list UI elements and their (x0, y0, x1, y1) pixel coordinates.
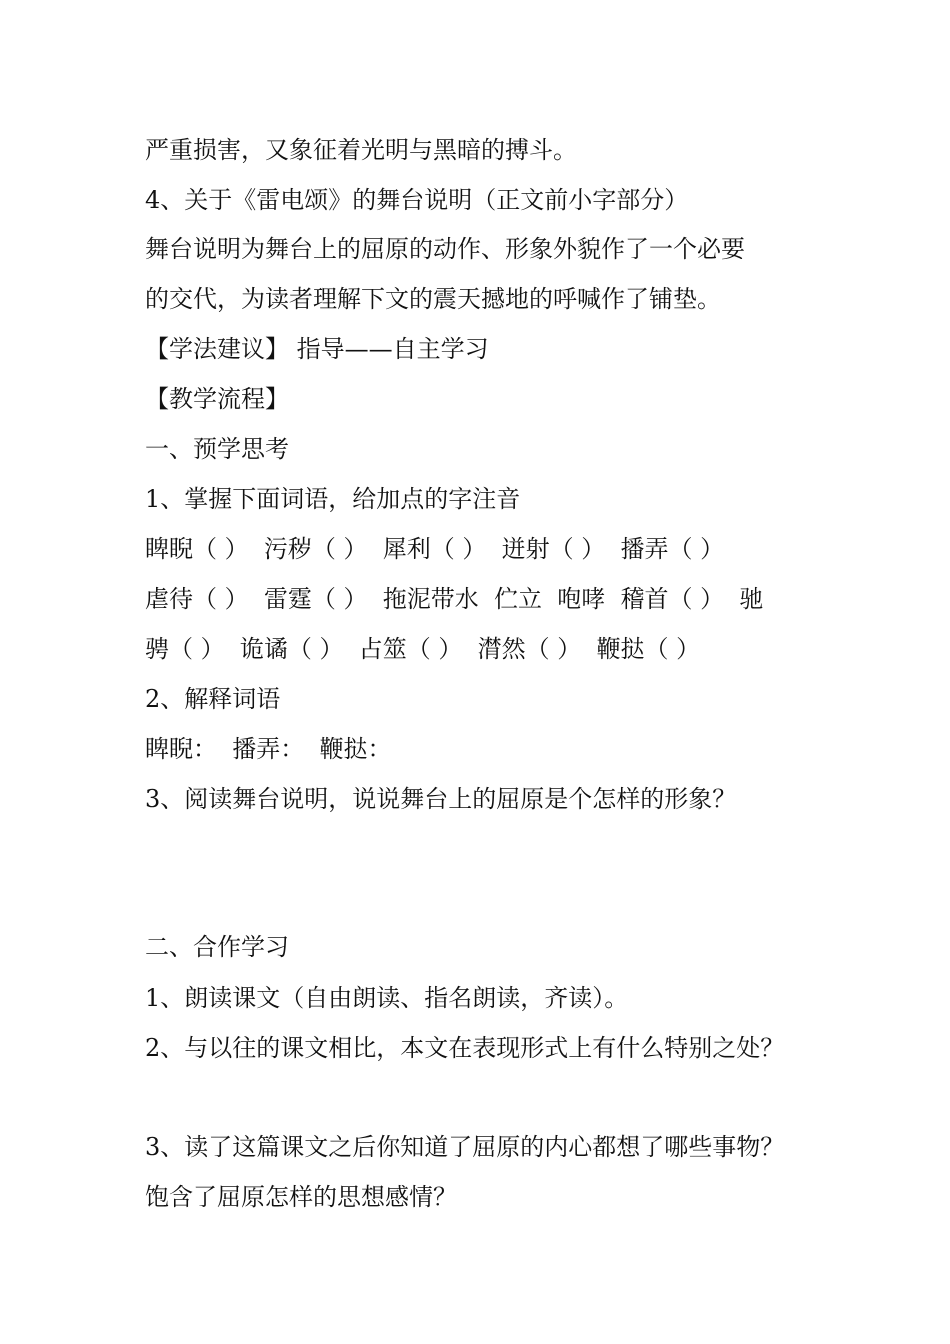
text-line: 3、阅读舞台说明，说说舞台上的屈原是个怎样的形象？ (145, 785, 737, 813)
text-line: 4、关于《雷电颂》的舞台说明（正文前小字部分） (145, 186, 689, 214)
text-line: 1、朗读课文（自由朗读、指名朗读，齐读）。 (145, 984, 629, 1012)
text-line: 睥睨： 播弄： 鞭挞： (145, 735, 392, 763)
text-line: 睥睨（ ） 污秽（ ） 犀利（ ） 迸射（ ） 播弄（ ） (145, 535, 725, 563)
text-line: 虐待（ ） 雷霆（ ） 拖泥带水 伫立 咆哮 稽首（ ） 驰 (145, 585, 764, 613)
text-line: 舞台说明为舞台上的屈原的动作、形象外貌作了一个必要 (145, 235, 745, 263)
text-line: 2、与以往的课文相比，本文在表现形式上有什么特别之处？ (145, 1034, 785, 1062)
text-line: 骋（ ） 诡谲（ ） 占筮（ ） 潸然（ ） 鞭挞（ ） (145, 635, 701, 663)
section-heading: 二、合作学习 (145, 933, 289, 961)
section-heading: 【学法建议】 指导——自主学习 (145, 335, 489, 363)
text-line: 3、读了这篇课文之后你知道了屈原的内心都想了哪些事物？ (145, 1133, 785, 1161)
text-line: 严重损害，又象征着光明与黑暗的搏斗。 (145, 136, 577, 164)
text-line: 2、解释词语 (145, 685, 281, 713)
text-line: 1、掌握下面词语，给加点的字注音 (145, 485, 521, 513)
section-heading: 一、预学思考 (145, 435, 289, 463)
section-heading: 【教学流程】 (145, 385, 289, 413)
text-line: 饱含了屈原怎样的思想感情？ (145, 1183, 457, 1211)
text-line: 的交代，为读者理解下文的震天撼地的呼喊作了铺垫。 (145, 285, 721, 313)
